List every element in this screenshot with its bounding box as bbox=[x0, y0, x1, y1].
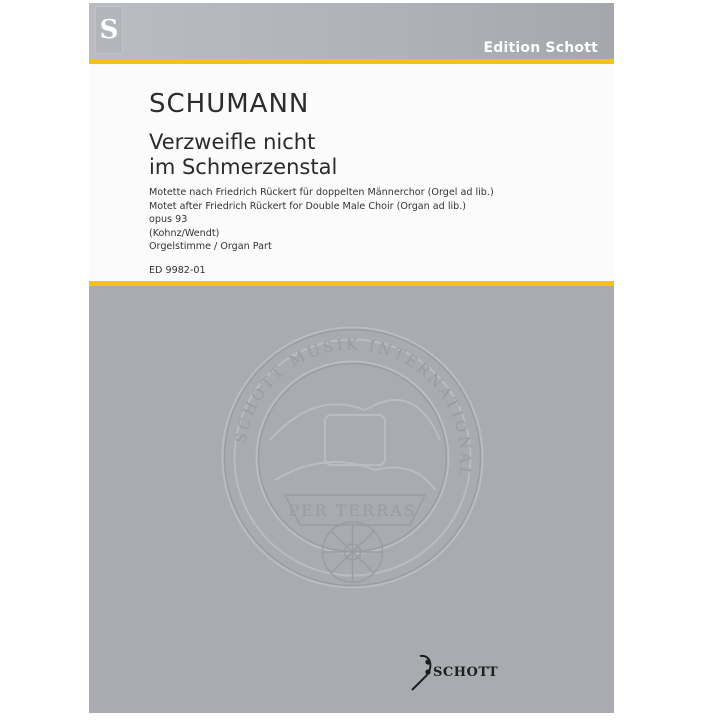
publisher-name: SCHOTT bbox=[433, 665, 499, 680]
work-title-line-1: Verzweifle nicht bbox=[149, 130, 316, 154]
catalog-number: ED 9982-01 bbox=[149, 265, 206, 276]
opus-number: opus 93 bbox=[149, 214, 188, 226]
schott-s-logo: S bbox=[95, 6, 123, 54]
work-title bbox=[149, 130, 589, 180]
work-subtitle bbox=[149, 186, 599, 254]
bass-clef-icon bbox=[412, 656, 430, 690]
edition-label: Edition Schott bbox=[483, 40, 598, 56]
seal-banner-text: PER TERRAS bbox=[288, 501, 417, 520]
header-band bbox=[89, 3, 614, 59]
title-panel bbox=[89, 64, 614, 281]
editors: (Kohnz/Wendt) bbox=[149, 227, 220, 239]
yellow-rule-bottom bbox=[89, 281, 614, 286]
subtitle-line-de: Motette nach Friedrich Rückert für doppelten Männerchor (Orgel ad lib.) bbox=[149, 187, 494, 198]
work-title-line-2: im Schmerzenstal bbox=[149, 155, 338, 179]
subtitle-line-en: Motet after Friedrich Rückert for Double Male Choir (Organ ad lib.) bbox=[149, 200, 467, 212]
schott-seal-emblem bbox=[215, 320, 490, 595]
part-name: Orgelstimme / Organ Part bbox=[149, 241, 272, 253]
composer-name: SCHUMANN bbox=[149, 89, 310, 119]
seal-ring-text: SCHOTT MUSIK INTERNATIONAL bbox=[231, 335, 475, 481]
